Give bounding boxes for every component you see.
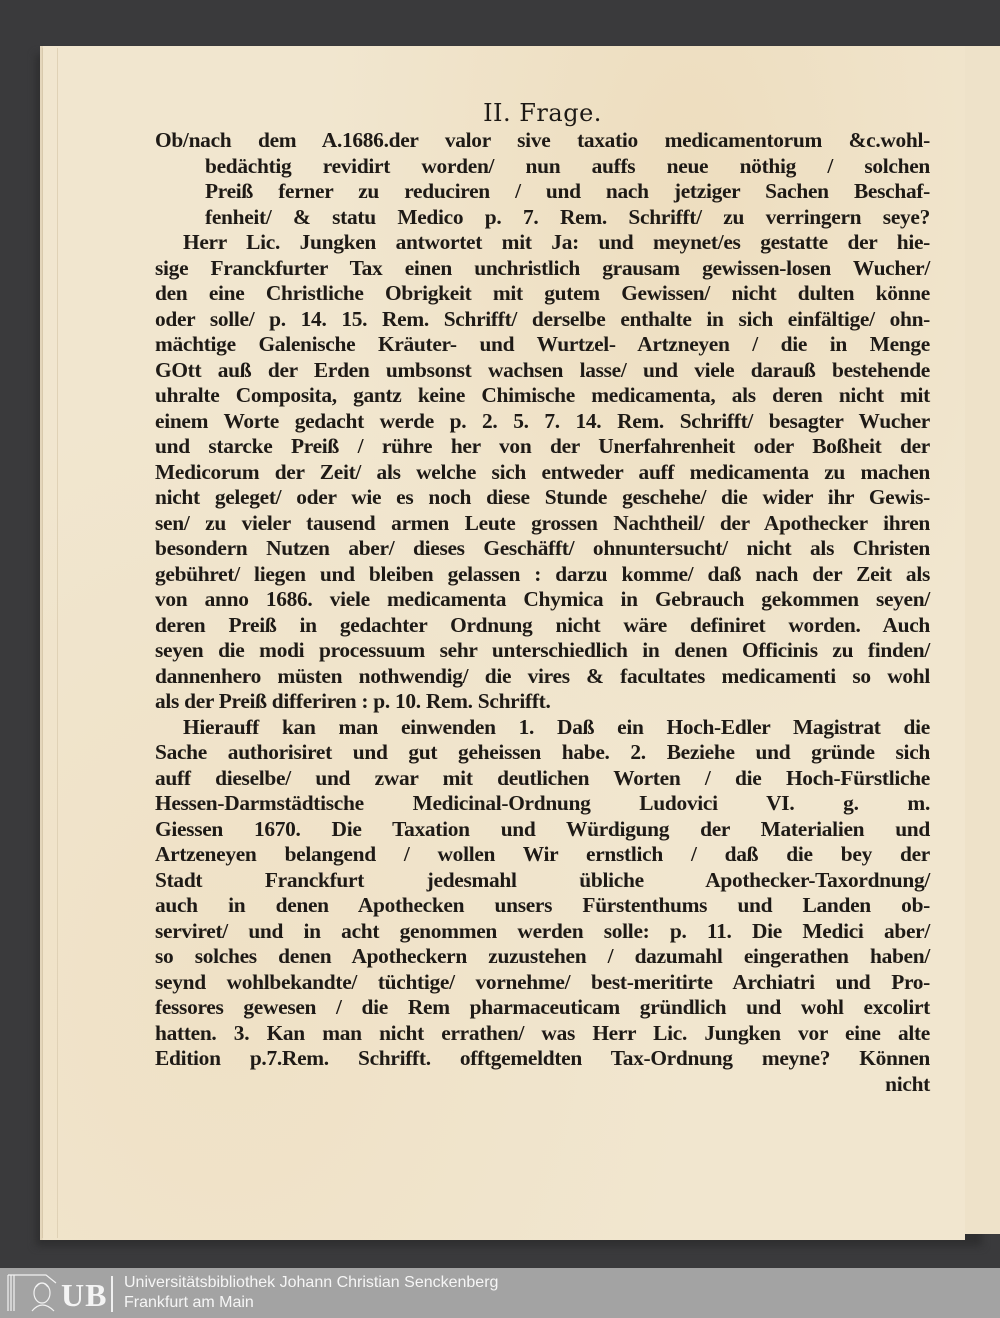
text-line: serviret/ und in acht genommen werden solle: p. 11. Die Medici aber/ bbox=[155, 918, 930, 943]
text-line: seyen die modi processuum sehr unterschiedlich in denen Officinis zu finden/ bbox=[155, 638, 930, 662]
text-line: mächtige Galenische Kräuter- und Wurtzel- Artzneyen / die in Menge bbox=[155, 332, 930, 356]
text-line: und starcke Preiß / rühre her von der Unerfahrenheit oder Boßheit der bbox=[155, 434, 930, 458]
text-line: gebühret/ liegen und bleiben gelassen : darzu komme/ daß nach der Zeit als bbox=[155, 561, 930, 586]
text-line: Ob/nach dem A.1686.der valor sive taxatio medicamentorum &c.wohl- bbox=[155, 128, 930, 152]
text-line: uhralte Composita, gantz keine Chimische medicamenta, als deren nicht mit bbox=[155, 383, 930, 407]
senckenberg-portrait-icon bbox=[6, 1273, 58, 1313]
ub-logo-text: UB bbox=[61, 1277, 108, 1313]
text-line: Giessen 1670. Die Taxation und Würdigung der Materialien und bbox=[155, 816, 930, 841]
text-line: Edition p.7.Rem. Schrifft. offtgemeldten Tax-Ordnung meyne? Können bbox=[155, 1046, 930, 1070]
text-line: einem Worte gedacht werde p. 2. 5. 7. 14. Rem. Schrifft/ besagter Wucher bbox=[155, 408, 930, 433]
text-line: auff dieselbe/ und zwar mit deutlichen Worten / die Hoch-Fürstliche bbox=[155, 765, 930, 790]
page-text bbox=[155, 98, 930, 1097]
text-line: so solches denen Apotheckern zuzustehen / dazumahl eingerathen haben/ bbox=[155, 944, 930, 968]
text-line: auch in denen Apothecken unsers Fürstenthums und Landen ob- bbox=[155, 893, 930, 917]
text-line: deren Preiß in gedachter Ordnung nicht wäre definiret worden. Auch bbox=[155, 612, 930, 637]
text-line: dannenhero müsten nothwendig/ die vires & facultates medicamenti so wohl bbox=[155, 663, 930, 688]
text-line: Artzeneyen belangend / wollen Wir ernstlich / daß die bey der bbox=[155, 842, 930, 866]
institution-name: Universitätsbibliothek Johann Christian Senckenberg bbox=[124, 1274, 499, 1291]
text-line: als der Preiß differiren : p. 10. Rem. Schrifft. bbox=[155, 689, 551, 713]
text-line: sen/ zu vieler tausend armen Leute grossen Nachtheil/ der Apothecker ihren bbox=[155, 510, 930, 535]
page-stack-edge bbox=[42, 48, 58, 1238]
text-line: von anno 1686. viele medicamenta Chymica in Gebrauch gekommen seyen/ bbox=[155, 587, 930, 611]
text-line: Preiß ferner zu reduciren / und nach jetziger Sachen Beschaf- bbox=[205, 179, 930, 203]
text-line: Herr Lic. Jungken antwortet mit Ja: und meynet/es gestatte der hie- bbox=[183, 230, 930, 254]
text-line: oder solle/ p. 14. 15. Rem. Schrifft/ derselbe enthalte in sich einfältige/ ohn- bbox=[155, 306, 930, 331]
text-line: fessores gewesen / die Rem pharmaceuticam gründlich und wohl excolirt bbox=[155, 995, 930, 1019]
text-line: Hessen-Darmstädtische Medicinal-Ordnung Ludovici VI. g. m. bbox=[155, 791, 930, 815]
text-line: bedächtig revidirt worden/ nun auffs neue nöthig / solchen bbox=[205, 153, 930, 178]
text-line: den eine Christliche Obrigkeit mit gutem Gewissen/ nicht dulten könne bbox=[155, 281, 930, 305]
library-footer-bar bbox=[0, 1268, 1000, 1318]
institution-city: Frankfurt am Main bbox=[124, 1294, 254, 1311]
text-line: fenheit/ & statu Medico p. 7. Rem. Schrifft/ zu verringern seye? bbox=[205, 204, 930, 229]
logo-divider bbox=[111, 1276, 113, 1312]
text-line: hatten. 3. Kan man nicht errathen/ was Herr Lic. Jungken vor eine alte bbox=[155, 1020, 930, 1045]
text-line: nicht geleget/ oder wie es noch diese Stunde geschehe/ die wider ihr Gewis- bbox=[155, 485, 930, 509]
text-line: Stadt Franckfurt jedesmahl übliche Apothecker-Taxordnung/ bbox=[155, 867, 930, 892]
text-line: Hierauff kan man einwenden 1. Daß ein Hoch-Edler Magistrat die bbox=[183, 714, 930, 739]
text-line: sige Franckfurter Tax einen unchristlich grausam gewissen-losen Wucher/ bbox=[155, 255, 930, 280]
text-line: Medicorum der Zeit/ als welche sich entweder auff medicamenta zu machen bbox=[155, 459, 930, 484]
text-line: seynd wohlbekandte/ tüchtige/ vornehme/ best-meritirte Archiatri und Pro- bbox=[155, 969, 930, 994]
text-line: besondern Nutzen aber/ dieses Geschäfft/ ohnuntersucht/ nicht als Christen bbox=[155, 536, 930, 560]
text-line: Sache authorisiret und gut geheissen habe. 2. Beziehe und gründe sich bbox=[155, 740, 930, 764]
catchword: nicht bbox=[885, 1071, 930, 1096]
ub-logo[interactable] bbox=[6, 1273, 110, 1313]
section-heading: II. Frage. bbox=[483, 99, 602, 127]
text-line: GOtt auß der Erden umbsonst wachsen lasse/ und viele darauß bestehende bbox=[155, 357, 930, 382]
